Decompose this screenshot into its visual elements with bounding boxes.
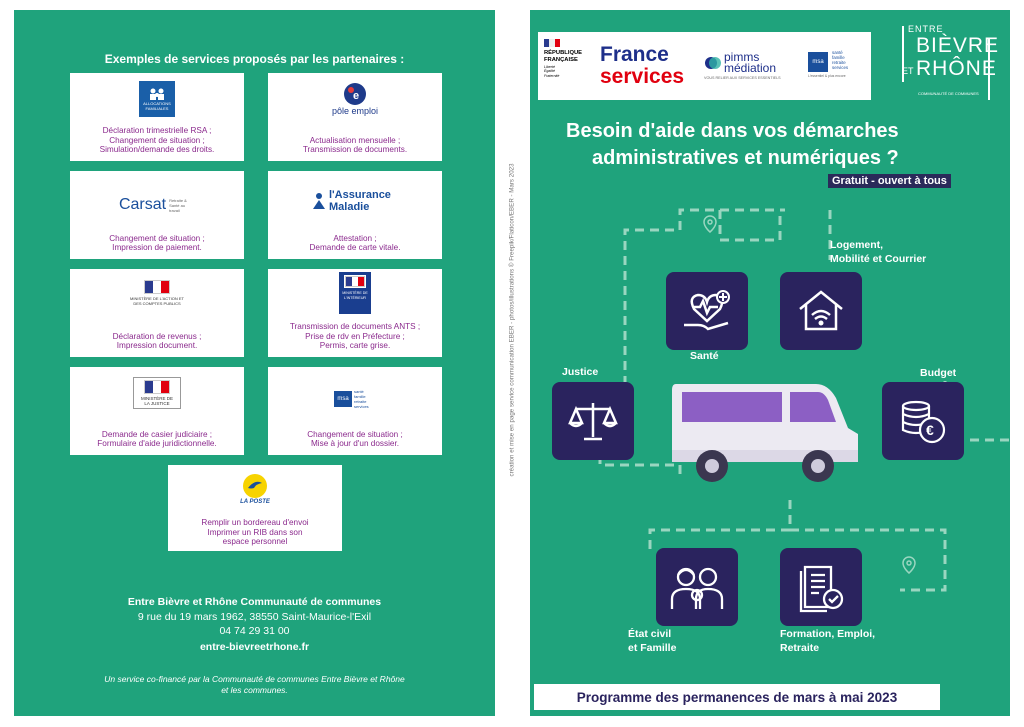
eber-entre: ENTRE <box>908 24 944 34</box>
headline-line-2: administratives et numériques ? <box>592 147 899 169</box>
marianne-icon <box>144 280 170 294</box>
label-formation: Formation, Emploi, Retraite <box>780 628 876 654</box>
caf-logo <box>70 79 244 119</box>
ministere-interieur-logo <box>268 273 442 313</box>
eber-sub: COMMUNAUTÉ DE COMMUNES <box>918 91 979 96</box>
tile-logement[interactable] <box>780 272 862 350</box>
marianne-icon <box>144 380 170 394</box>
card-text: Attestation ; Demande de carte vitale. <box>309 233 401 253</box>
label-justice: Justice <box>562 366 599 378</box>
carsat-logo-sub: Retraite & Santé au travail <box>169 197 187 213</box>
france-services-text-2: services <box>600 65 685 88</box>
tile-etat-civil[interactable] <box>656 548 738 626</box>
label-etat-civil: État civil et Famille <box>628 628 677 654</box>
ministere-justice-text: MINISTÈRE DE LA JUSTICE <box>140 396 173 406</box>
free-badge: Gratuit - ouvert à tous <box>828 174 951 188</box>
card-text: Transmission de documents ANTS ; Prise de rdv en Préfecture ; Permis, carte grise. <box>289 322 421 351</box>
marianne-icon <box>544 39 560 47</box>
msa-icon: msa <box>334 391 352 407</box>
assurance-maladie-logo <box>268 181 442 221</box>
scales-icon <box>566 397 620 445</box>
pimms-text-1: pimms <box>724 50 760 64</box>
la-poste-logo <box>168 469 342 509</box>
svg-text:e: e <box>353 90 360 102</box>
van-illustration <box>666 376 866 488</box>
eber-rhone: RHÔNE <box>916 57 997 80</box>
family-icon <box>147 87 167 101</box>
org-name: Entre Bièvre et Rhône Communauté de communes <box>127 596 382 608</box>
tile-formation[interactable] <box>780 548 862 626</box>
pole-emploi-icon <box>340 82 370 106</box>
eber-logo <box>902 24 1000 104</box>
la-poste-logo-text: LA POSTE <box>240 499 270 505</box>
card-caf <box>70 73 244 161</box>
devise-text: Liberté Égalité Fraternité <box>544 65 560 78</box>
house-wifi-icon <box>794 287 848 335</box>
right-panel <box>530 10 1010 716</box>
pimms-sub: VOUS RELIER AUX SERVICES ESSENTIELS <box>704 76 781 80</box>
credit-vertical <box>505 70 519 570</box>
tile-justice[interactable] <box>552 382 634 460</box>
pimms-text-2: médiation <box>724 61 777 75</box>
card-carsat <box>70 171 244 259</box>
tile-sante[interactable] <box>666 272 748 350</box>
pole-emploi-logo-text: pôle emploi <box>331 106 379 116</box>
card-interieur <box>268 269 442 357</box>
svg-text:€: € <box>926 422 934 438</box>
programme-banner[interactable]: Programme des permanences de mars à mai 2023 <box>534 684 940 710</box>
assurance-maladie-logo-text: l'Assurance Maladie <box>329 189 391 213</box>
card-text: Changement de situation ; Impression de paiement. <box>109 233 205 253</box>
carsat-logo-text: Carsat <box>118 196 167 213</box>
label-budget: Budget <box>920 367 957 379</box>
marianne-icon <box>345 276 365 287</box>
left-panel <box>14 10 495 716</box>
eber-bievre: BIÈVRE <box>916 34 1000 57</box>
partner-logos-bar <box>538 32 871 100</box>
pimms-icon <box>704 54 722 72</box>
health-hand-icon <box>680 287 734 335</box>
republique-text: RÉPUBLIQUE FRANÇAISE <box>544 50 583 63</box>
family-icon <box>668 561 726 613</box>
msa-text: santé famille retraite services <box>832 50 849 70</box>
card-text: Demande de casier judiciaire ; Formulaire d'aide juridictionnelle. <box>97 429 217 449</box>
ministere-comptes-logo <box>70 273 244 313</box>
tile-budget[interactable] <box>882 382 964 460</box>
msa-sub: L'essentiel & plus encore <box>808 74 846 78</box>
document-check-icon <box>795 561 847 613</box>
label-logement: Logement, Mobilité et Courrier <box>830 239 927 265</box>
org-phone: 04 74 29 31 00 <box>219 625 290 637</box>
caf-logo-text: ALLOCATIONS FAMILIALES <box>143 101 171 111</box>
france-services-text-1: France <box>600 43 669 66</box>
republique-logo <box>544 39 600 78</box>
headline-line-1: Besoin d'aide dans vos démarches <box>566 120 899 142</box>
la-poste-bird-icon <box>242 473 268 499</box>
services-title: Exemples de services proposés par les partenaires : <box>104 52 405 66</box>
eber-et: ET <box>902 66 914 76</box>
card-text: Actualisation mensuelle ; Transmission de documents. <box>302 135 408 155</box>
org-website[interactable]: entre-bievreetrhone.fr <box>199 641 310 653</box>
ministere-comptes-text: MINISTÈRE DE L'ACTION ET DES COMPTES PUBLICS <box>130 296 184 306</box>
person-icon <box>311 192 327 210</box>
card-justice <box>70 367 244 455</box>
carsat-logo <box>70 185 244 225</box>
pole-emploi-logo <box>268 79 442 119</box>
org-street: 9 rue du 19 mars 1962, 38550 Saint-Maurice-l'Exil <box>137 611 372 623</box>
ministere-interieur-text: MINISTÈRE DE L'INTÉRIEUR <box>342 291 368 300</box>
card-msa <box>268 367 442 455</box>
ministere-justice-logo <box>70 373 244 413</box>
card-la-poste <box>168 465 342 551</box>
card-comptes-publics <box>70 269 244 357</box>
card-assurance-maladie <box>268 171 442 259</box>
france-services-logo <box>600 44 684 88</box>
msa-logo-top <box>808 50 868 78</box>
credit-text: création et mise en page service communication EBER - photos/illustrations © Freepik/Flaticon/EBER - Mars 2023 <box>508 163 516 477</box>
pimms-logo <box>704 52 790 80</box>
msa-logo <box>268 379 442 419</box>
coins-euro-icon <box>896 396 950 446</box>
card-text: Déclaration trimestrielle RSA ; Changement de situation ; Simulation/demande des droits. <box>99 126 215 155</box>
msa-icon: msa <box>808 52 828 72</box>
card-text: Déclaration de revenus ; Impression document. <box>112 331 202 351</box>
card-text: Changement de situation ; Mise à jour d'un dossier. <box>307 429 403 449</box>
msa-logo-text: santé famille retraite services <box>354 389 369 409</box>
card-text: Remplir un bordereau d'envoi Imprimer un RIB dans son espace personnel <box>201 518 309 547</box>
cofinance-note: Un service co-financé par la Communauté de communes Entre Bièvre et Rhône et les communes. <box>104 674 405 695</box>
label-sante: Santé <box>690 350 719 362</box>
card-pole-emploi <box>268 73 442 161</box>
